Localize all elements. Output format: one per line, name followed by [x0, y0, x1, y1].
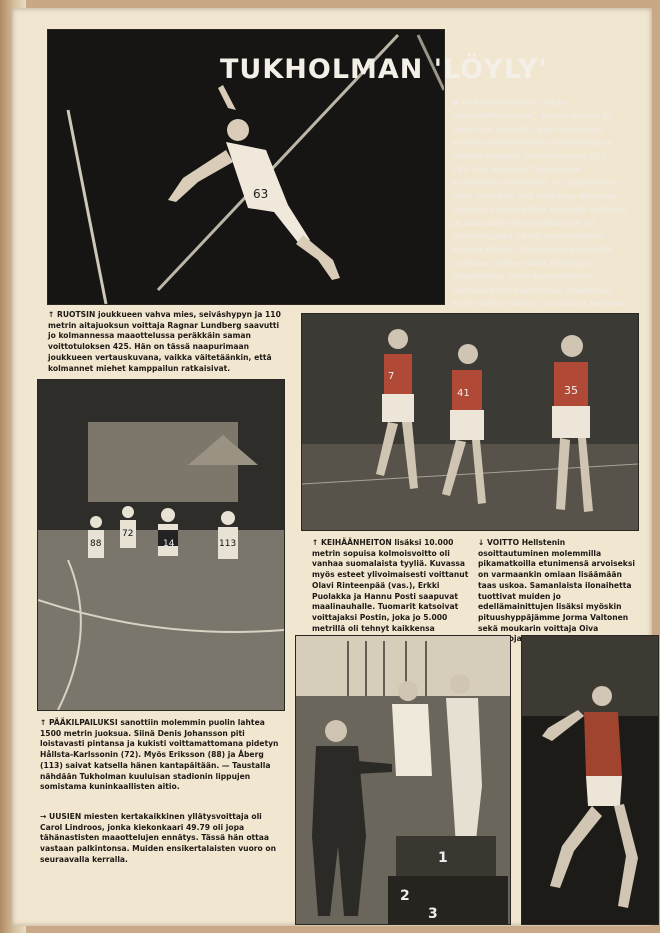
- caption-main-event: [40, 718, 284, 793]
- caption-lead: RUOTSIN: [57, 310, 96, 319]
- podium-first-number: 1: [438, 850, 448, 866]
- photo-1500m-race: [38, 380, 284, 710]
- vaulter-bib-number: 63: [253, 187, 269, 201]
- runner-bib-3: 35: [564, 384, 578, 397]
- caption-arrow: ↑: [40, 718, 47, 727]
- caption-text: miesten kertakaikkinen yllätysvoittaja oli Carol Lindroos, jonka kiekonkaari 49.79 oli jopa tähänastisten maaottelujen ennätys. Tässä hän ottaa vastaan palkintonsa. Muiden ensikertalaisten vuoro on seuraavalla kerralla.: [40, 812, 277, 864]
- track-bib-4: 113: [219, 539, 237, 549]
- article-intro: [452, 96, 628, 324]
- runner-bib-2: 41: [457, 388, 470, 399]
- photo-distance-finish: [302, 314, 638, 530]
- intro-text: Urheilukenttien 'rakas perivihollisemme', kuten puolin ja toisin on sanottu, peri kotonaan voiton yleisurheilun maaottelussa. Vaikka Ruotsin pisteylivoima 217—193 tuo mieleen Tukholman kuuluisan verilöylyn, ei toppiomme ollut sentään sitä luokkaa. Monissa lajeissa saavutettiin komeita voittoja ja lukuisilla edustajillamme oli sininen paita vasta ensimmäistä kertaa yllään. Seuraavalla kerralla otetaan yhteen taas Helsingin Stadionilla. Halu kalavelkojen maksuun voi kannustaa enemmän kuin voiton tuoma, raskaana painava: [452, 97, 627, 309]
- caption-text: Hellstenin osoittautuminen molemmilla pikamatkoilla etunimensä arvoiseksi on varmaankin omiaan lisäämään taas uskoa. Samanlaista ilonaihetta tuottivat muiden jo edellämainittujen lisäksi myöskin pituushyppäjämme Jorma Valtonen sekä moukarin voittaja Oiva: [478, 538, 635, 633]
- podium-third-number: 3: [428, 906, 438, 922]
- caption-lead: KEIHÄÄNHEITON: [321, 538, 392, 547]
- photo-sprinter: [522, 636, 658, 924]
- track-bib-3: 14: [163, 539, 175, 549]
- caption-sprint: [478, 538, 636, 645]
- caption-text: joukkueen vahva mies, seiväshypyn ja 110 metrin aitajuoksun voittaja Ragnar Lundberg saavutti jo kolmannessa maaottelussa peräkkäin saman voittotuloksen 425. Hän on tässä naapurimaan joukkueen vertauskuvana, vaikka väitetäänkin, että kolmannet miehet kamppailun ratkaisivat.: [48, 310, 281, 373]
- intro-bullet: ●: [452, 97, 460, 107]
- caption-arrow: ↑: [48, 310, 55, 319]
- caption-lead: VOITTO: [487, 538, 520, 547]
- photo-award-ceremony: [296, 636, 510, 924]
- caption-arrow: →: [40, 812, 47, 821]
- track-bib-1: 88: [90, 539, 102, 549]
- article-title: TUKHOLMAN 'LÖYLY': [220, 54, 548, 85]
- track-bib-2: 72: [122, 529, 134, 539]
- caption-pole-vault: [48, 310, 288, 374]
- caption-text: sanottiin molemmin puolin lahtea 1500 metrin juoksua. Siinä Denis Johansson piti loistavasti pintansa ja kukisti voittamattomana pidetyn Hållsta-Karlssonin (72). Myös Eriksson (88) ja Åberg (113) saivat katsella hänen kantapäitään. — Taustalla nähdään Tukholman kuuluisan stadionin lippujen somistama kuninkaallisten aitio.: [40, 718, 279, 792]
- caption-new-winner: [40, 812, 284, 866]
- caption-lead: UUSIEN: [49, 812, 82, 821]
- runner-bib-1: 7: [388, 371, 395, 382]
- caption-arrow: ↓: [478, 538, 485, 547]
- podium-second-number: 2: [400, 888, 410, 904]
- caption-arrow: ↑: [312, 538, 319, 547]
- caption-lead: PÄÄKILPAILUKSI: [49, 718, 118, 727]
- caption-text: lisäksi 10.000 metrin sopuisa kolmoisvoitto oli vanhaa suomalaista tyyliä. Kuvassa myös esteet ylivoimaisesti voittanut Olavi Rinteenpää (vas.), Erkki Puolakka ja Hannu Posti saapuvat maalinauhalle. Tuomarit katsoivat voittajaksi Postin, joka jo 5.000 metrillä oli tehnyt kaikkensa: [312, 538, 469, 633]
